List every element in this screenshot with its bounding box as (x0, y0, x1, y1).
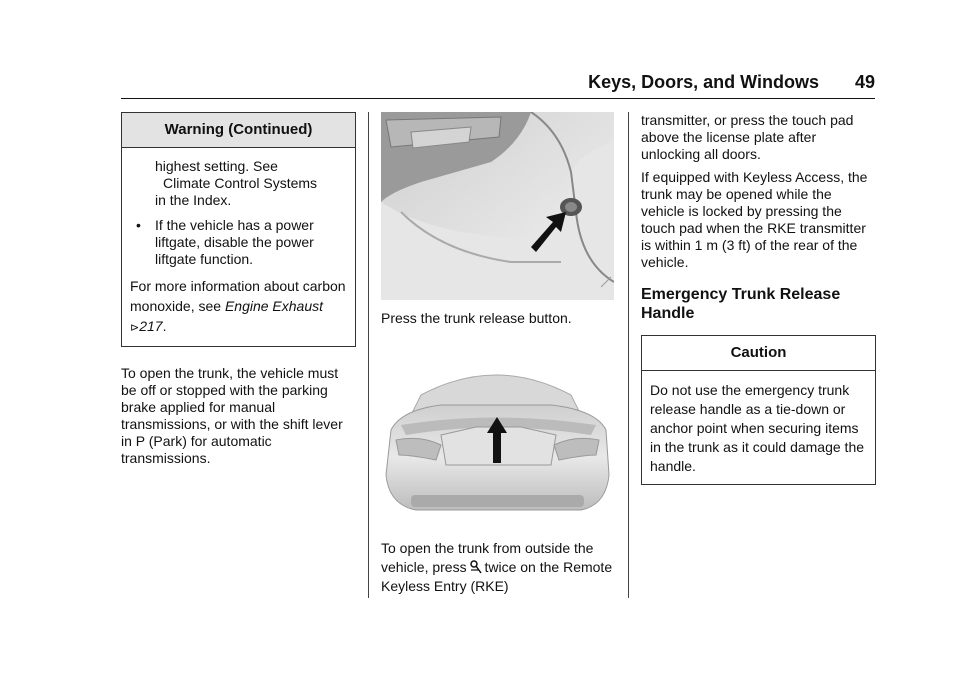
more-info (130, 276, 347, 338)
car-rear-image (381, 355, 614, 525)
warning-title: Warning (Continued) (122, 113, 355, 148)
trunk-key-icon (470, 560, 482, 574)
emergency-release-heading: Emergency Trunk Release Handle (641, 286, 841, 322)
bullet-icon: • (136, 217, 141, 233)
warning-box (121, 112, 356, 347)
column-3 (641, 112, 876, 485)
caution-box (641, 335, 876, 485)
column-divider (628, 112, 629, 598)
warning-bullet (130, 217, 347, 268)
column-1 (121, 112, 356, 473)
engine-exhaust-link[interactable]: Engine Exhaust (224, 298, 324, 314)
warning-line: in the Index. (155, 192, 232, 208)
climate-control-link[interactable]: Climate Control Systems (163, 175, 318, 191)
outside-open-text (381, 539, 616, 596)
trunk-release-button-image (381, 112, 614, 300)
period: . (162, 318, 167, 334)
page-ref-number[interactable]: 217 (139, 318, 163, 334)
outside-open-text-a: To open the trunk from outside the vehicle, press (381, 540, 594, 575)
page-ref-arrow-icon: ⊳ (130, 322, 140, 334)
keyless-access-text: If equipped with Keyless Access, the trunk may be opened while the vehicle is locked by pressing the touch pad when the RKE transmitter is within 1 m (3 ft) of the rear of the vehicle. (641, 169, 868, 270)
warning-line: highest setting. See (155, 158, 278, 174)
trunk-open-conditions: To open the trunk, the vehicle must be off or stopped with the parking brake applied for manual transmissions, or with the shift lever in P (Park) for automatic transmissions. (121, 365, 343, 466)
caption-press-button: Press the trunk release button. (381, 310, 572, 326)
page-header (121, 70, 875, 99)
column-divider (368, 112, 369, 598)
outside-open-text-b: twice on the Remote Keyless Entry (RKE) (381, 559, 613, 594)
more-info-text: For more information about carbon monoxide, see (130, 278, 346, 314)
touch-pad-text: transmitter, or press the touch pad above the license plate after unlocking all doors. (641, 112, 854, 162)
caution-title: Caution (642, 336, 875, 371)
section-title: Keys, Doors, and Windows (588, 72, 819, 92)
page-number: 49 (854, 72, 875, 92)
column-2 (381, 112, 616, 602)
bullet-text: If the vehicle has a power liftgate, disable the power liftgate function. (155, 217, 314, 267)
caution-text: Do not use the emergency trunk release handle as a tie-down or anchor point when securing items in the trunk as it could damage the handle. (650, 382, 865, 474)
